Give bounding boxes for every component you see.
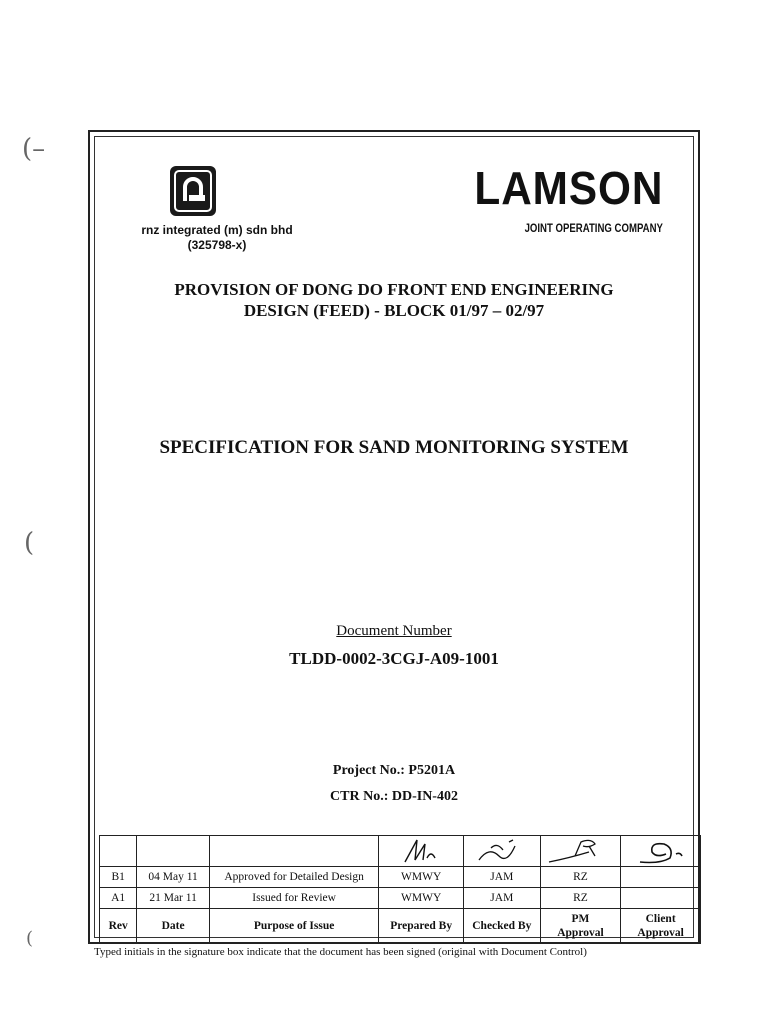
pm-cell: RZ <box>540 888 621 909</box>
rev-cell: A1 <box>100 888 137 909</box>
margin-mark-middle: ( <box>24 528 35 558</box>
margin-mark-bottom: ( <box>26 928 34 949</box>
date-cell: 21 Mar 11 <box>137 888 210 909</box>
revision-table <box>99 835 701 944</box>
header-date: Date <box>137 909 210 944</box>
signature-client-cell <box>621 836 701 867</box>
header-client-line1: Client <box>645 913 676 925</box>
revision-header-row <box>100 909 701 944</box>
checked-cell: JAM <box>464 867 541 888</box>
rev-cell: B1 <box>100 867 137 888</box>
prepared-cell: WMWY <box>379 867 464 888</box>
document-number: TLDD-0002-3CGJ-A09-1001 <box>289 649 499 668</box>
document-number-label: Document Number <box>336 623 452 639</box>
header-client-approval <box>621 909 701 944</box>
revision-row-b1 <box>100 867 701 888</box>
client-cell <box>621 867 701 888</box>
client-signature-icon <box>626 836 696 866</box>
header-purpose: Purpose of Issue <box>209 909 378 944</box>
lamson-logo: LAMSON <box>474 162 663 214</box>
signature-prepared-cell <box>379 836 464 867</box>
purpose-cell: Approved for Detailed Design <box>209 867 378 888</box>
document-inner-frame <box>94 136 694 938</box>
checked-cell: JAM <box>464 888 541 909</box>
signature-footnote: Typed initials in the signature box indicate that the document has been signed (original with Document Control) <box>94 946 587 958</box>
header-rev: Rev <box>100 909 137 944</box>
project-title <box>135 279 653 321</box>
header-checked: Checked By <box>464 909 541 944</box>
header-pm-line1: PM <box>571 913 590 925</box>
prepared-cell: WMWY <box>379 888 464 909</box>
signature-row <box>100 836 701 867</box>
checked-signature-icon <box>469 838 535 864</box>
company-name-line1: rnz integrated (m) sdn bhd <box>141 223 293 237</box>
project-title-line2: DESIGN (FEED) - BLOCK 01/97 – 02/97 <box>243 301 545 320</box>
header-pm-approval <box>540 909 621 944</box>
project-title-line1: PROVISION OF DONG DO FRONT END ENGINEERING <box>174 280 614 299</box>
signature-cell-rev <box>100 836 137 867</box>
lamson-subtitle: JOINT OPERATING COMPANY <box>524 221 663 235</box>
header-pm-line2: Approval <box>557 927 604 939</box>
signature-cell-purpose <box>209 836 378 867</box>
signature-checked-cell <box>464 836 541 867</box>
company-name <box>107 223 327 253</box>
pm-signature-icon <box>545 838 615 864</box>
margin-mark-top: (– <box>22 134 46 164</box>
header-client-line2: Approval <box>637 927 684 939</box>
specification-title: SPECIFICATION FOR SAND MONITORING SYSTEM <box>159 437 629 458</box>
date-cell: 04 May 11 <box>137 867 210 888</box>
prepared-signature-icon <box>391 838 451 864</box>
header-prepared: Prepared By <box>379 909 464 944</box>
signature-pm-cell <box>540 836 621 867</box>
pm-cell: RZ <box>540 867 621 888</box>
ctr-number: CTR No.: DD-IN-402 <box>330 789 458 804</box>
purpose-cell: Issued for Review <box>209 888 378 909</box>
signature-cell-date <box>137 836 210 867</box>
document-frame <box>88 130 700 944</box>
client-cell <box>621 888 701 909</box>
project-number: Project No.: P5201A <box>332 763 456 778</box>
rnz-logo-icon <box>169 165 217 217</box>
revision-row-a1 <box>100 888 701 909</box>
company-registration: (325798-x) <box>187 238 247 252</box>
